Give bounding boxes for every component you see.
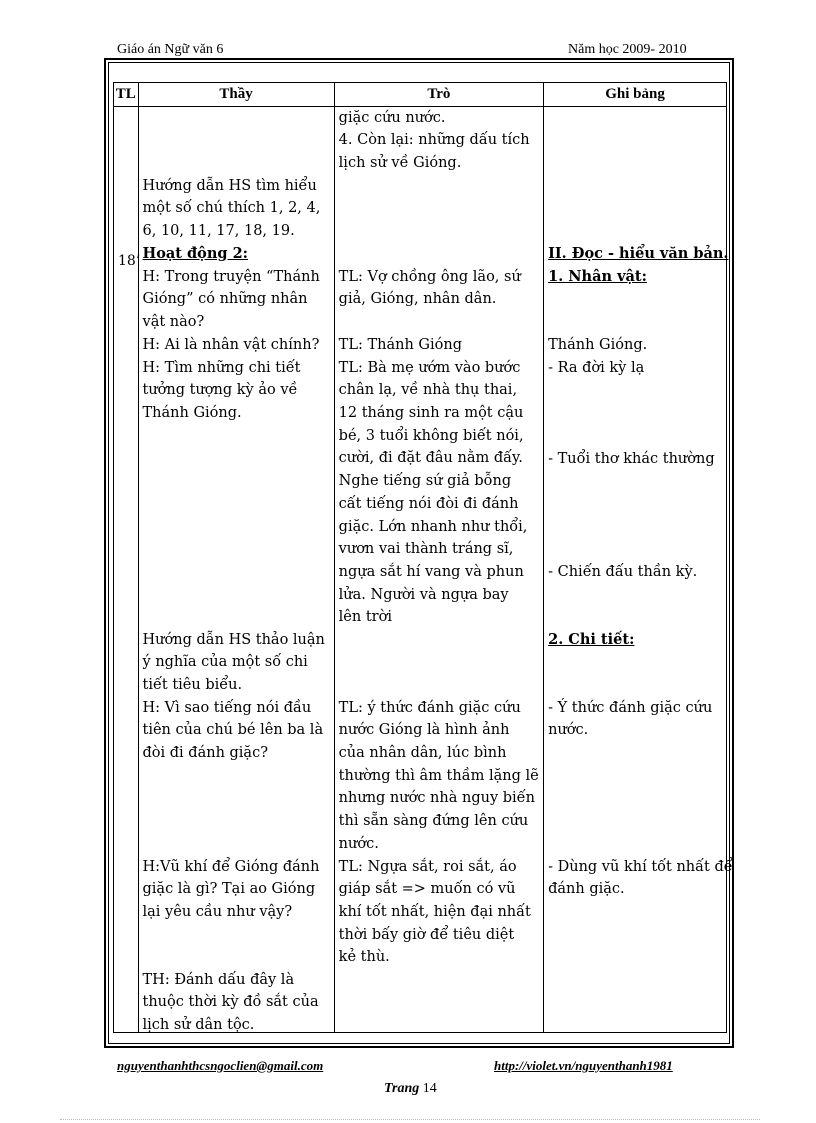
ghi-block [548, 629, 724, 652]
ghi-block [548, 334, 724, 357]
section-heading: II. Đọc - hiểu văn bản. [548, 244, 729, 262]
text-line: thuộc thời kỳ đồ sắt của [142, 994, 319, 1011]
text-line: thường thì âm thầm lặng lẽ [338, 767, 539, 784]
thay-cell [138, 106, 334, 1032]
header-school-year: Năm học 2009- 2010 [568, 42, 687, 57]
ghi-block [548, 357, 724, 380]
tro-block [339, 697, 541, 856]
text-line: TL: Vợ chồng ông lão, sứ [338, 268, 521, 285]
text-line: H: Tìm những chi tiết [142, 359, 301, 376]
text-line: nước Gióng là hình ảnh [338, 722, 510, 739]
page-bottom-dotted-line [60, 1119, 760, 1120]
text-line: đòi đi đánh giặc? [142, 745, 268, 762]
ghi-block [548, 697, 724, 742]
page-number-value: 14 [422, 1081, 437, 1096]
ghi-block [548, 561, 724, 584]
text-line: vươn vai thành tráng sĩ, [338, 541, 514, 558]
tro-block [339, 266, 541, 311]
text-line: vật nào? [142, 314, 205, 331]
text-line: Hướng dẫn HS tìm hiểu [142, 177, 317, 194]
thay-block [143, 334, 332, 357]
text-line: kẻ thù. [338, 949, 390, 966]
text-line: TH: Đánh dấu đây là [142, 971, 295, 988]
text-line: thời bấy giờ để tiêu diệt [338, 926, 515, 943]
text-line: - Ý thức đánh giặc cứu [548, 699, 713, 716]
tl-cell [114, 106, 139, 1032]
footer-email-link[interactable]: nguyenthanhthcsngoclien@gmail.com [117, 1058, 324, 1073]
text-line: tiên của chú bé lên ba là [142, 722, 324, 739]
text-line: lửa. Người và ngựa bay [338, 586, 509, 603]
ghi-block [548, 266, 724, 289]
text-line: giặc cứu nước. [338, 109, 446, 126]
thay-block [143, 243, 332, 266]
column-header-tl: TL [114, 83, 139, 107]
text-line: giả, Gióng, nhân dân. [338, 291, 497, 308]
text-line: một số chú thích 1, 2, 4, [142, 200, 321, 217]
page-number [384, 1081, 437, 1097]
text-line: lịch sử dân tộc. [142, 1017, 255, 1034]
text-line: cười, đi đặt đâu nằm đấy. [338, 450, 523, 467]
subsection-heading: 1. Nhân vật: [548, 267, 647, 285]
thay-block [143, 856, 332, 924]
text-line: - Tuổi thơ khác thường [548, 450, 715, 467]
activity-heading: Hoạt động 2: [142, 244, 249, 262]
table-header-row [114, 83, 727, 107]
text-line: bé, 3 tuổi không biết nói, [338, 427, 524, 444]
text-line: cất tiếng nói đòi đi đánh [338, 495, 519, 512]
tro-block [339, 856, 541, 969]
text-line: lại yêu cầu như vậy? [142, 904, 293, 921]
text-line: tưởng tượng kỳ ảo về [142, 382, 298, 399]
text-line: 4. Còn lại: những dấu tích [338, 132, 530, 149]
ghi-block [548, 856, 733, 901]
text-line: Hướng dẫn HS thảo luận [142, 631, 325, 648]
text-line: Nghe tiếng sứ giả bỗng [338, 473, 512, 490]
tro-block [339, 107, 541, 175]
text-line: đánh giặc. [548, 881, 625, 898]
text-line: TL: ý thức đánh giặc cứu [338, 699, 521, 716]
text-line: 6, 10, 11, 17, 18, 19. [142, 223, 295, 240]
text-line: Thánh Gióng. [142, 405, 242, 422]
ghi-block [548, 448, 724, 471]
text-line: - Chiến đấu thần kỳ. [548, 563, 698, 580]
ghi-block [548, 243, 729, 266]
text-line: giặc. Lớn nhanh như thổi, [338, 518, 528, 535]
thay-block [143, 266, 332, 334]
text-line: - Dùng vũ khí tốt nhất để [548, 858, 733, 875]
text-line: - Ra đời kỳ lạ [548, 359, 645, 376]
text-line: 12 tháng sinh ra một cậu [338, 405, 524, 422]
subsection-heading: 2. Chi tiết: [548, 630, 635, 648]
thay-block [143, 175, 332, 243]
ghi-bang-cell [544, 106, 733, 1032]
text-line: H: Vì sao tiếng nói đầu [142, 699, 312, 716]
text-line: lịch sử về Gióng. [338, 155, 462, 172]
text-line: thì sẵn sàng đứng lên cứu [338, 813, 529, 830]
text-line: H:Vũ khí để Gióng đánh [142, 858, 320, 875]
time-label: 18’ [118, 252, 141, 269]
text-line: khí tốt nhất, hiện đại nhất [338, 904, 531, 921]
text-line: TL: Ngựa sắt, roi sắt, áo [338, 858, 517, 875]
column-header-tro: Trò [334, 83, 543, 107]
lesson-table [113, 82, 733, 1034]
header-course-title: Giáo án Ngữ văn 6 [117, 42, 224, 57]
text-line: giáp sắt => muốn có vũ [338, 881, 516, 898]
text-line: tiết tiêu biểu. [142, 677, 243, 694]
tro-block [339, 334, 541, 357]
table-body-row [114, 106, 727, 1032]
text-line: ý nghĩa của một số chi [142, 654, 308, 671]
text-line: ngựa sắt hí vang và phun [338, 563, 524, 580]
text-line: H: Trong truyện “Thánh [142, 268, 320, 285]
text-line: nhưng nước nhà nguy biến [338, 790, 535, 807]
thay-block [143, 357, 332, 425]
text-line: TL: Bà mẹ ướm vào bước [338, 359, 521, 376]
text-line: H: Ai là nhân vật chính? [142, 336, 320, 353]
thay-block [143, 629, 332, 697]
text-line: chân lạ, về nhà thụ thai, [338, 382, 518, 399]
text-line: lên trời [338, 609, 392, 626]
column-header-ghi-bang: Ghi bảng [544, 83, 727, 107]
column-header-thay: Thầy [138, 83, 334, 107]
text-line: giặc là gì? Tại ao Gióng [142, 881, 316, 898]
text-line: TL: Thánh Gióng [338, 336, 462, 353]
page-label: Trang [384, 1081, 420, 1096]
tro-block [339, 357, 541, 629]
footer-website-link[interactable]: http://violet.vn/nguyenthanh1981 [494, 1058, 673, 1073]
thay-block [143, 697, 332, 765]
text-line: của nhân dân, lúc bình [338, 745, 507, 762]
thay-block [143, 969, 332, 1037]
text-line: nước. [548, 722, 589, 739]
text-line: nước. [338, 835, 379, 852]
text-line: Gióng” có những nhân [142, 291, 308, 308]
text-line: Thánh Gióng. [548, 336, 648, 353]
tro-cell [334, 106, 543, 1032]
